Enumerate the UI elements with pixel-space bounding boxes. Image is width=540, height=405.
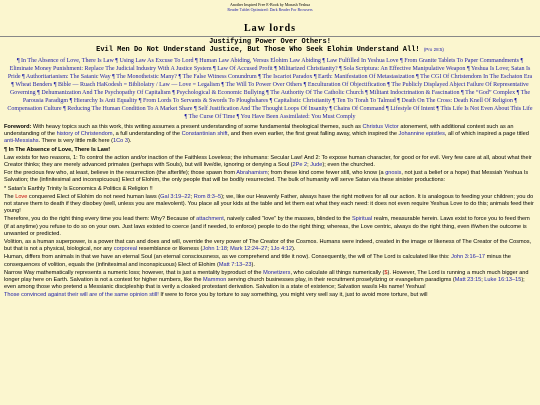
- paragraph-text: ); even among those who pretend a Messianic discipleship that is verily a cloaked protestant derivation. Salvation is a state of existence; Salvation was/is His name! Yeshua!: [4, 277, 525, 291]
- link-1jo-4[interactable]: 1Jo 4:12: [270, 246, 292, 253]
- main-content: [4, 124, 536, 300]
- pilcrow-icon: ¶: [138, 98, 144, 104]
- toc-link[interactable]: The Publicly Displayed Abject Failure Of Representative Governing: [9, 82, 529, 96]
- pilcrow-icon: ¶: [399, 58, 405, 64]
- toc-link[interactable]: Psychological & Economic Bullying: [176, 90, 265, 96]
- paragraph: [4, 170, 536, 184]
- pilcrow-icon: ¶: [37, 90, 42, 96]
- paragraph-text: ;: [190, 193, 194, 200]
- pilcrow-icon: ¶: [172, 90, 177, 96]
- link-john-3[interactable]: John 3:16–17: [451, 254, 486, 261]
- pilcrow-icon: ¶: [397, 98, 402, 104]
- paragraph-text: realm, measurable herein. Laws exist to force you to feed them (if at anytime) you refuse to do so on your own. Just laws existed to coerce (and if needed, to enforce) people to do the right thing; whereas, the Love centric, always do the right thing, even if/when the outcome is unwanted or predicted.: [4, 216, 530, 237]
- toc-link[interactable]: This Life Is Not Even About This Life: [440, 106, 533, 112]
- foreword-text: , a full understanding of the: [112, 131, 182, 138]
- pilcrow-icon: ¶: [236, 114, 241, 120]
- foreword-text: , all of which inspired a page titled: [444, 131, 529, 138]
- link-matt-7[interactable]: Matt 7:13–23: [218, 261, 252, 268]
- pilcrow-icon: ¶: [460, 90, 466, 96]
- toc-link[interactable]: From Lords To Servants & Swords To Ploughshares: [143, 98, 269, 104]
- toc-link[interactable]: Wheat Benders: [15, 82, 53, 88]
- toc-link[interactable]: Dehumanization And The Psychopathy Of Capitalism: [41, 90, 171, 96]
- toc-link[interactable]: In The Absence of Love, There Is Law: [21, 58, 114, 64]
- paragraph: [4, 292, 536, 299]
- pilcrow-icon: ¶: [365, 90, 370, 96]
- paragraph: [4, 254, 536, 268]
- link-matt-23[interactable]: Matt 23:15: [454, 277, 482, 284]
- pilcrow-icon: ¶: [303, 82, 308, 88]
- toc-link[interactable]: The Parousia Paradigm: [22, 90, 531, 104]
- foreword-text: ).: [127, 138, 132, 145]
- paragraph-text: ; from these kind come fewer still, who know (a: [267, 170, 386, 177]
- toc-link[interactable]: Bible — Ruach HaKodesh = Bibliolatry / Law — Love = Legalism: [57, 82, 220, 88]
- paragraph: [4, 216, 536, 238]
- toc-link[interactable]: The Curse Of Time: [188, 114, 236, 120]
- foreword-text: atonement, with additional context such as an understanding of the: [4, 124, 514, 138]
- foreword-text: With heavy topics such as this work, this writing assumes a present understanding of some fundamental theological themes, such as: [31, 124, 363, 130]
- paragraph-text: ). However, The Lord is running a much much bigger and longer play here on Earth. Salvation is not a contest for higher numbers, like the: [4, 269, 529, 284]
- topbar-line1: Another Inspired Free E-Book by Monash Yeshua: [229, 2, 311, 7]
- link-constantinian-shift[interactable]: Constantinian shift: [181, 131, 228, 138]
- link-john-1[interactable]: John 1:18: [202, 246, 227, 253]
- paragraph-text: ).: [291, 246, 296, 253]
- pilcrow-icon: ¶: [274, 66, 279, 72]
- link-gnosis[interactable]: gnosis: [385, 170, 402, 177]
- paragraph: [4, 270, 536, 292]
- link-gal-3[interactable]: Gal 3:19–22: [160, 193, 191, 200]
- paragraph-text: , who calculate all things numerically (: [290, 269, 385, 276]
- pilcrow-icon: ¶: [115, 58, 120, 64]
- link-johannine-epistles[interactable]: Johannine epistles: [398, 131, 445, 138]
- toc-link[interactable]: Eliminate Money Punishment: Replace The Judicial Industry With A Justice System: [9, 66, 212, 72]
- paragraph-text: , naively called “love” by the masses, blinded to the: [223, 216, 352, 223]
- pilcrow-icon: ¶: [313, 74, 319, 80]
- toc-link[interactable]: Sola Scriptura: An Effective Manipulative Weapon: [343, 66, 466, 72]
- pilcrow-icon: ¶: [266, 90, 271, 96]
- pilcrow-icon: ¶: [221, 82, 226, 88]
- paragraph: [4, 155, 536, 169]
- pilcrow-icon: ¶: [21, 74, 26, 80]
- toc-link[interactable]: Law Fulfilled In Yeshua Love: [326, 58, 399, 64]
- link-1co-3[interactable]: 1Co 3: [113, 138, 128, 145]
- toc-link[interactable]: Self Justification And The Thought Loops Of Insanity: [198, 106, 328, 112]
- toc-link[interactable]: From Granite Tablets To Paper Commandments: [404, 58, 519, 64]
- toc-link[interactable]: Compensation Culture: [7, 106, 62, 112]
- table-of-contents: [6, 57, 534, 121]
- pilcrow-icon: ¶: [16, 58, 22, 64]
- link-attachment[interactable]: attachment: [196, 216, 224, 223]
- paragraph-text: conquered Elect of Elohim do not need human laws (: [27, 193, 161, 200]
- toc-link[interactable]: Militant Indoctrination & Fascination: [369, 90, 460, 96]
- paragraph-text: ;: [267, 246, 271, 253]
- toc-link[interactable]: Enculturation Of Objectification: [307, 82, 386, 88]
- link-monetizers[interactable]: Monetizers: [263, 269, 291, 276]
- foreword-text: , and then even earlier, the first great falling away, which inspired the: [227, 131, 399, 138]
- paragraph-text: resemblance or likeness (: [137, 246, 203, 253]
- pilcrow-icon: ¶: [63, 106, 68, 112]
- foreword-paragraph: [4, 124, 536, 146]
- toc-link[interactable]: Human Law Abiding, Versus Elohim Law Abiding: [199, 58, 321, 64]
- subtitle-secondary: [0, 46, 540, 54]
- toc-link[interactable]: The False Witness Conundrum: [182, 74, 257, 80]
- foreword-text: . There is very little milk here (: [38, 138, 114, 145]
- paragraph-text: Therefore, you do the right thing every time you lead them: Why? Because of: [4, 216, 197, 223]
- subtitle-secondary-text: Evil Men Do Not Understand Justice, But Those Who Seek Elohim Understand All!: [96, 46, 420, 54]
- pilcrow-icon: ¶: [213, 66, 218, 72]
- pilcrow-icon: ¶: [69, 98, 74, 104]
- pilcrow-icon: ¶: [387, 82, 392, 88]
- pilcrow-icon: ¶: [194, 58, 200, 64]
- toc-link[interactable]: Reducing The Human Condition To A Market Share: [67, 106, 193, 112]
- pilcrow-icon: ¶: [332, 98, 337, 104]
- pilcrow-icon: ¶: [329, 106, 334, 112]
- paragraph-text: serving church businesses play, in their recruitment proselytizing or evangelism paradigms (: [226, 277, 455, 284]
- paragraph-text: Human, differs from animals in that we have an eternal Soul (an eternal consciousness, as we comprehend and title it now). Consequently, the will of The Lord is calculated like this:: [4, 254, 452, 261]
- trinity-line: * Satan's Earthly Trinity Is Economics & Politics & Religion !!: [4, 185, 153, 192]
- toc-link[interactable]: Chains Of Command: [333, 106, 385, 112]
- paragraph-text: Volition, as a human superpower, is a power that can and does and will, override the very power of The Creator of the Cosmos. Humans were indeed, created in the image or likeness of The Creator of the Cosmos, but that is not a physical, biological, nor any: [4, 239, 532, 253]
- toc-link[interactable]: The Authority Of The Catholic Church: [270, 90, 364, 96]
- pilcrow-icon: ¶: [322, 58, 327, 64]
- pilcrow-icon: ¶: [258, 74, 263, 80]
- paragraph-text: ).: [251, 261, 255, 268]
- pilcrow-icon: ¶: [436, 106, 441, 112]
- toc-link[interactable]: Law Of Accused Profit: [217, 66, 273, 72]
- pilcrow-icon: ¶: [11, 82, 16, 88]
- link-rom-8[interactable]: Rom 8:3–5: [193, 193, 222, 200]
- paragraph-text: ); we, like our Heavenly Father, always have the right motives for all our action. It is analogous to feeding your children; you do not starve them to death if they disobey (well, unless you are malevolent). You place all your kids at the table and let them eat what they each need: it does not even require Yeshua Love to do this; animals feed their young!: [4, 193, 534, 215]
- paragraph-text: minus the consequences of volition, equals the (infinitesimal and inconspicuous) Elect of Elohim (: [4, 254, 511, 268]
- toc-link[interactable]: Yeshua Is Love; Satan Is Pride: [7, 66, 531, 80]
- link-2pe-2[interactable]: 2Pe 2: [292, 162, 308, 169]
- pilcrow-icon: ¶: [339, 66, 344, 72]
- love-emphasis: Love: [15, 193, 28, 200]
- toc-link[interactable]: Hierarchy Is Anti Equality: [73, 98, 138, 104]
- paragraph: [4, 194, 536, 216]
- toc-link[interactable]: The “God” Complex: [465, 90, 516, 96]
- link-jude[interactable]: Jude: [310, 162, 323, 169]
- pilcrow-icon: ¶: [178, 74, 183, 80]
- paragraph-text: The: [4, 193, 16, 200]
- link-abrahamism[interactable]: Abrahamism: [236, 170, 268, 177]
- pilcrow-icon: ¶: [193, 106, 199, 112]
- toc-link[interactable]: The Monotheistic Many?: [116, 74, 177, 80]
- paragraph-text: For the precious few who, at least, believe in the resurrection (the afterlife); those spawn from: [4, 170, 237, 177]
- pilcrow-icon: ¶: [112, 74, 117, 80]
- paragraph: [4, 239, 536, 253]
- toc-link[interactable]: Earth: Manifestation Of Metastasization: [318, 74, 415, 80]
- paragraph-text: If were to force you by torture to say something, you might very well say it, just to avoid more torture, but will: [158, 292, 428, 299]
- paragraph-text: ;: [226, 246, 231, 253]
- pilcrow-icon: ¶: [514, 98, 518, 104]
- top-bar: [0, 0, 540, 12]
- toc-link[interactable]: Death On The Cross: Death Knell Of Religion: [401, 98, 513, 104]
- pilcrow-icon: ¶: [466, 66, 471, 72]
- paragraph-text: Narrow Way mathematically represents a numeric loss; however, that is just a mentality byproduct of the: [4, 269, 264, 276]
- toc-link[interactable]: The Iscariot Paradox: [262, 74, 313, 80]
- dark-reader-link[interactable]: Reader Tablet Optimized: Dark Reader For Browsers: [227, 7, 313, 12]
- dollar-emphasis: $: [384, 269, 388, 276]
- pilcrow-icon: ¶: [520, 58, 524, 64]
- link-convinced-against-will[interactable]: Those convinced against their will are of the same opinion still!: [4, 292, 159, 299]
- subtitle-reference[interactable]: (Pro 28:5): [423, 47, 444, 52]
- link-mammon[interactable]: Mammon: [203, 277, 227, 284]
- toc-link[interactable]: Using Law As Excuse To Lord: [119, 58, 194, 64]
- paragraph-text: ;: [481, 277, 485, 284]
- title-divider: [0, 36, 540, 37]
- link-mark-12[interactable]: Mark 12:24–27: [230, 246, 268, 253]
- page-title: Law lords: [243, 23, 297, 34]
- pilcrow-icon: ¶: [184, 114, 189, 120]
- pilcrow-icon: ¶: [386, 106, 391, 112]
- topbar-line2[interactable]: [0, 7, 540, 12]
- toc-link[interactable]: Lifestyle Of Intent: [390, 106, 435, 112]
- link-spiritual[interactable]: Spiritual: [351, 216, 373, 223]
- section-heading: ¶ In The Absence of Love, There Is Law!: [4, 146, 111, 153]
- pilcrow-icon: ¶: [516, 90, 521, 96]
- pilcrow-icon: ¶: [53, 82, 58, 88]
- toc-link[interactable]: You Have Been Assimilated: You Must Comply: [240, 114, 356, 120]
- link-corporeal[interactable]: corporeal: [113, 246, 138, 253]
- pilcrow-icon: ¶: [269, 98, 274, 104]
- paragraph-text: ); even the churched.: [322, 162, 375, 169]
- paragraph-text: Law exists for two reasons, 1: To control the action and/or inaction of the Faithless Loveless; the inhumans: Secular Law! And 2: To expose human character, for good or for evil. Very few care at all, about what their Creator thinks; they are merely advanced primates (perhaps with Souls), but will live/die, ignoring or denying a Soul (: [4, 154, 532, 169]
- foreword-label: Foreword:: [4, 124, 32, 130]
- toc-link[interactable]: Capitalistic Christianity: [273, 98, 332, 104]
- paragraph-text: , not just a belief or a hope) that Messiah Yeshua Is Salvation; the (infinitesimal and inconspicuous) Elect of Elohim, the only people that will be bodily resurrected. The bulk of humanity will serve Satan via these sinister productions:: [4, 170, 529, 184]
- link-christus-victor[interactable]: Christus Victor: [362, 124, 399, 130]
- pilcrow-icon: ¶: [416, 74, 421, 80]
- link-anti-messiahs[interactable]: anti-Messiahs: [4, 138, 39, 145]
- toc-link[interactable]: Authoritarianism: The Satanic Way: [25, 74, 111, 80]
- subtitle-primary: Justifying Power Over Others!: [209, 38, 331, 46]
- link-history-christendom[interactable]: history of Christendom: [56, 131, 113, 138]
- toc-link[interactable]: The Will To Power Over Others: [225, 82, 303, 88]
- paragraph-text: ;: [307, 162, 311, 169]
- toc-link[interactable]: The CGI Of Christendom In The Eschaton Era: [420, 74, 533, 80]
- toc-link[interactable]: Ten To Torah To Talmud: [336, 98, 396, 104]
- link-luke-16[interactable]: Luke 16:13–15: [484, 277, 522, 284]
- toc-link[interactable]: Militarized Christianity?: [278, 66, 338, 72]
